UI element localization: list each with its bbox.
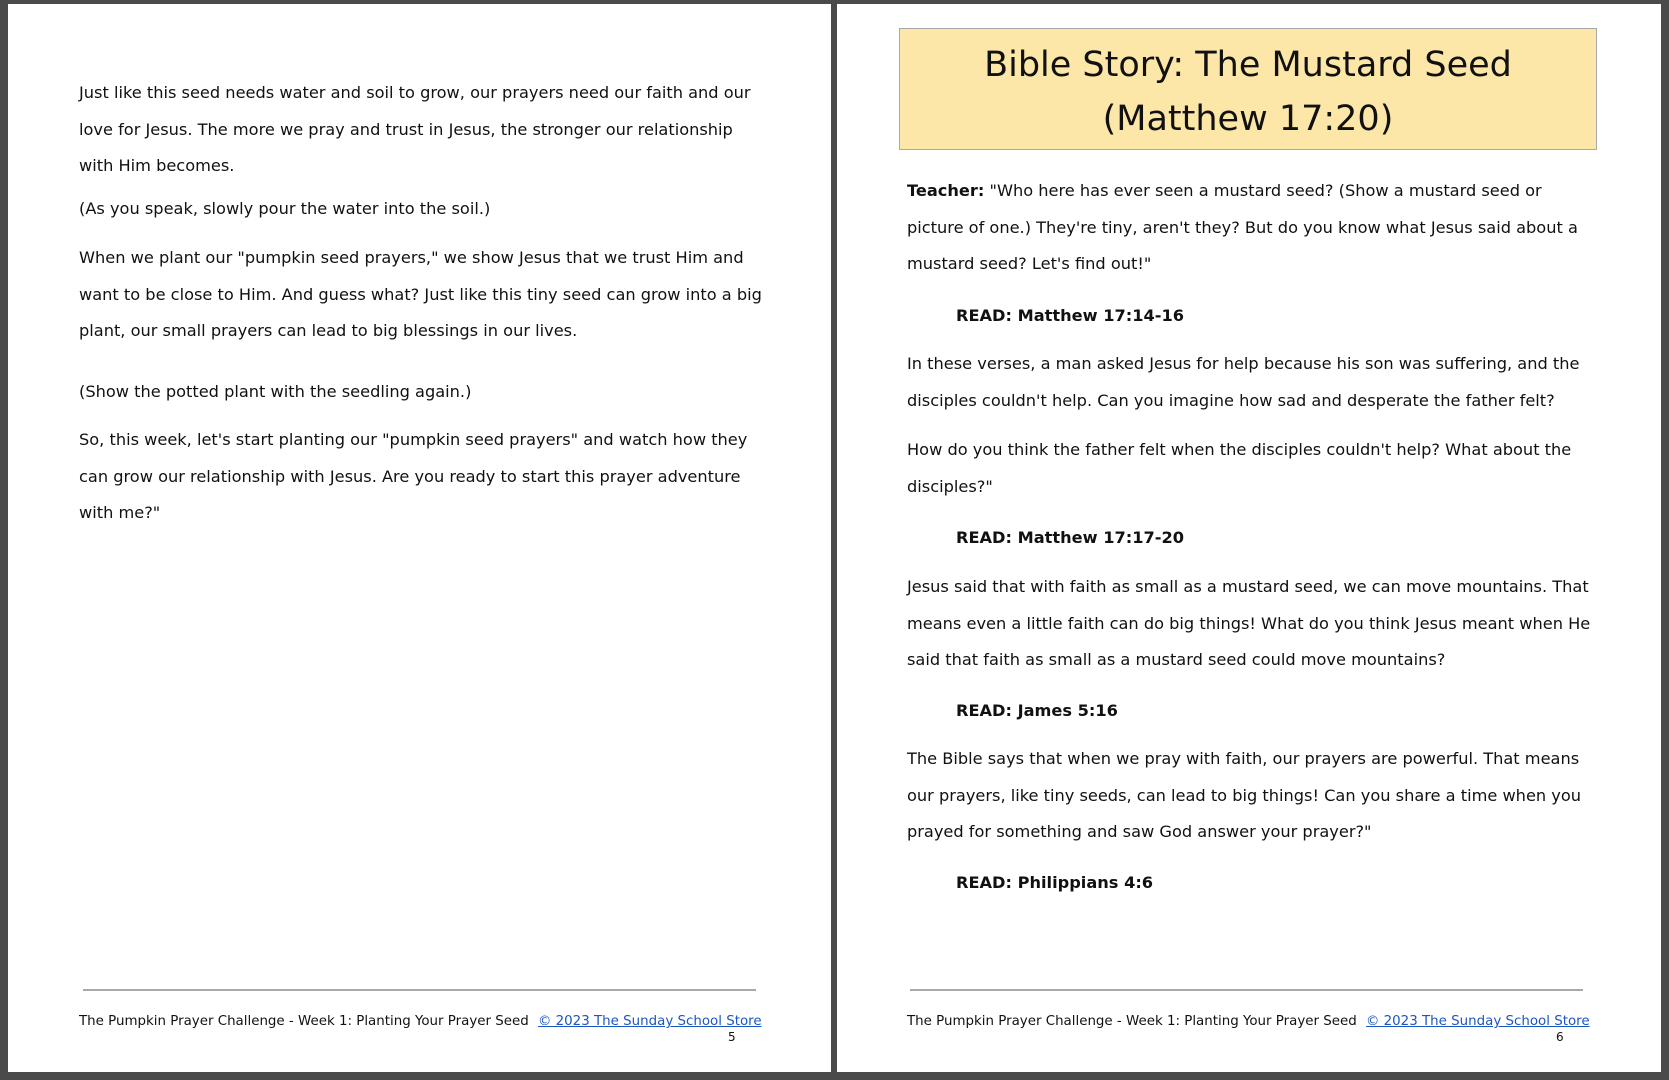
paragraph-move-mountains: Jesus said that with faith as small as a mustard seed, we can move mountains. That means even a little faith can do big things! What do you think Jesus meant when He said that faith as small as a mustard seed could move mountains? (907, 577, 1591, 669)
read-instruction: READ: Philippians 4:6 (956, 873, 1154, 892)
document-page-6 (837, 4, 1661, 1072)
footer-copyright-link[interactable]: © 2023 The Sunday School Store (538, 1014, 762, 1029)
document-page-5 (8, 4, 831, 1072)
paragraph-father-felt: How do you think the father felt when the disciples couldn't help? What about the disciples?" (907, 440, 1572, 496)
paragraph-show-plant: (Show the potted plant with the seedling again.) (79, 382, 472, 401)
footer-divider (910, 989, 1583, 991)
paragraph-prayers-powerful: The Bible says that when we pray with faith, our prayers are powerful. That means our prayers, like tiny seeds, can lead to big things! Can you share a time when you prayed for something and saw God answer your prayer?" (907, 749, 1582, 841)
paragraph-start-planting: So, this week, let's start planting our "pumpkin seed prayers" and watch how they can grow our relationship with Jesus. Are you ready to start this prayer adventure with me?" (79, 430, 748, 522)
footer-title: The Pumpkin Prayer Challenge - Week 1: Planting Your Prayer Seed (907, 1014, 1357, 1029)
read-instruction: READ: Matthew 17:17-20 (956, 528, 1184, 547)
story-title: Bible Story: The Mustard Seed (984, 45, 1512, 85)
paragraph-man-asked-jesus: In these verses, a man asked Jesus for help because his son was suffering, and the disciples couldn't help. Can you imagine how sad and desperate the father felt? (907, 354, 1580, 410)
paragraph-plant-prayers: When we plant our "pumpkin seed prayers," we show Jesus that we trust Him and want to be close to Him. And guess what? Just like this tiny seed can grow into a big plant, our small prayers can lead to big blessings in our lives. (79, 248, 762, 340)
read-instruction: READ: Matthew 17:14-16 (956, 306, 1184, 325)
teacher-paragraph (907, 173, 1597, 283)
paragraph-pour-water: (As you speak, slowly pour the water into the soil.) (79, 199, 491, 218)
page-number: 5 (728, 1030, 736, 1044)
footer-copyright-link[interactable]: © 2023 The Sunday School Store (1366, 1014, 1590, 1029)
read-instruction: READ: James 5:16 (956, 701, 1118, 720)
footer-divider (83, 989, 756, 991)
teacher-text: "Who here has ever seen a mustard seed? (Show a mustard seed or picture of one.) They're tiny, aren't they? But do you know what Jesus said about a mustard seed? Let's find out!" (907, 181, 1578, 273)
footer-title: The Pumpkin Prayer Challenge - Week 1: Planting Your Prayer Seed (79, 1014, 529, 1029)
story-reference: (Matthew 17:20) (1102, 99, 1394, 139)
story-title-box (899, 28, 1597, 150)
paragraph-seed-needs-water: Just like this seed needs water and soil to grow, our prayers need our faith and our love for Jesus. The more we pray and trust in Jesus, the stronger our relationship with Him becomes. (79, 83, 751, 175)
teacher-label: Teacher: (907, 181, 985, 200)
page-number: 6 (1556, 1030, 1564, 1044)
